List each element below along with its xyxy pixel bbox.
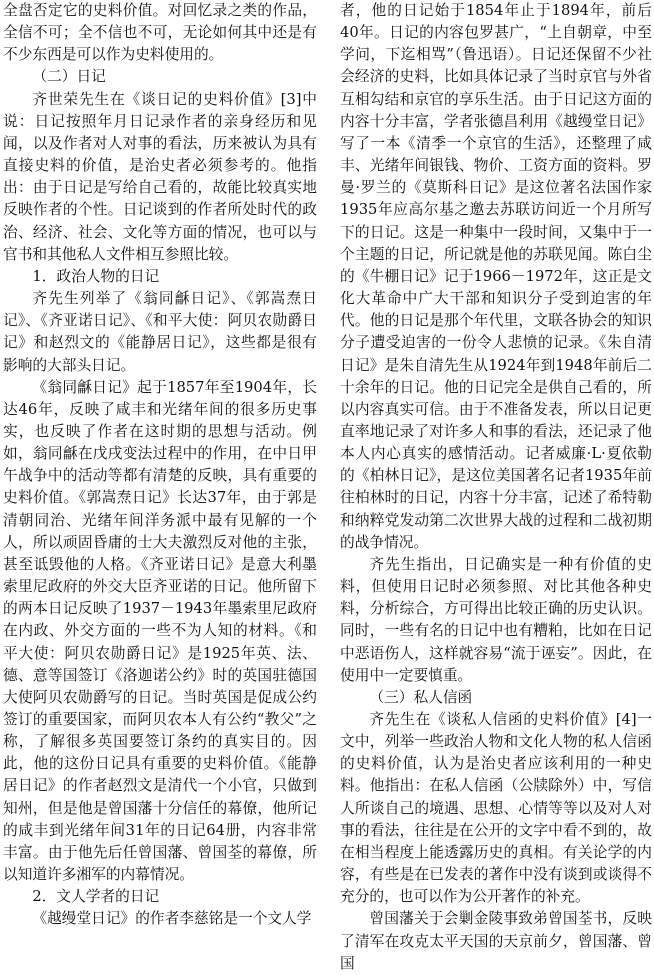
subsection-heading-scholar-diaries: 2．文人学者的日记 — [32, 888, 160, 906]
paragraph: 全盘否定它的史料价值。对回忆录之类的作品，全信不可；全不信也不可，无论如何其中还是有不少东西是可以作为史料使用的。 — [3, 2, 317, 64]
section-heading-diaries: （二）日记 — [32, 68, 106, 86]
paragraph: 曾国藩关于会剿金陵事致弟曾国荃书，反映了清军在攻克太平天国的天京前夕，曾国藩、曾国 — [340, 910, 652, 972]
section-heading-private-letters: （三）私人信函 — [369, 688, 473, 706]
paragraph: 齐先生在《谈私人信函的史料价值》[4]一文中，列举一些政治人物和文化人物的私人信函的史料价值，认为是治史者应该利用的一种史料。他指出：在私人信函（公牍除外）中，写信人所谈自己的境遇、思想、心情等等以及对人对事的看法，往往是在公开的文字中看不到的，故在相当程度上能透露历史的真相。有关论学的内容，有些是在已发表的著作中没有谈到或谈得不充分的，也可以作为公开著作的补充。 — [340, 711, 652, 906]
paragraph: 《翁同龢日记》起于1857年至1904年，长达46年，反映了咸丰和光绪年间的很多历史事实，也反映了作者在这时期的思想与活动。例如，翁同龢在戊戌变法过程中的作用，在中日甲午战争中的活动等都有清楚的反映，具有重要的史料价值。《郭嵩焘日记》长达37年，由于郭是清朝同治、光绪年间洋务派中最有见解的一个人，所以顽固昏庸的士大夫激烈反对他的主张，甚至诋毁他的人格。《齐亚诺日记》是意大利墨索里尼政府的外交大臣齐亚诺的日记。他所留下的两本日记反映了1937－1943年墨索里尼政府在内政、外交方面的一些不为人知的材料。《和平大使：阿贝农勋爵日记》是1925年英、法、德、意等国签订《洛迦诺公约》时的英国驻德国大使阿贝农勋爵写的日记。当时英国是促成公约签订的重要国家，而阿贝农本人有公约“教父”之称，了解很多英国要签订条约的真实目的。因此，他的这份日记具有重要的史料价值。《能静居日记》的作者赵烈文是清代一个小官，只做到知州，但是他是曾国藩十分信任的幕僚，他所记的咸丰到光绪年间31年的日记64册，内容非常丰富。由于他先后任曾国藩、曾国荃的幕僚，所以知道许多湘军的内幕情况。 — [3, 378, 317, 884]
paragraph: 齐世荣先生在《谈日记的史料价值》[3]中说：日记按照年月日记录作者的亲身经历和见闻，以及作者对人对事的看法，历来被认为具有直接史料的价值，是治史者必须参考的。他指出：由于日记是写给自己看的，故能比较真实地反映作者的个性。日记谈到的作者所处时代的政治、经济、社会、文化等方面的情况，也可以与官书和其他私人文件相互参照比较。 — [3, 90, 317, 263]
paragraph: 《越缦堂日记》的作者李慈铭是一个文人学 — [32, 910, 312, 928]
paragraph: 者，他的日记始于1854年止于1894年，前后40年。日记的内容包罗甚广，“上自朝章，中至学问，下迄相骂”（鲁迅语）。日记还保留不少社会经济的史料，比如具体记录了当时京官与外省互相勾结和京官的享乐生活。由于日记这方面的内容十分丰富，学者张德昌利用《越缦堂日记》写了一本《清季一个京官的生活》，还整理了咸丰、光绪年间银钱、物价、工资方面的资料。罗曼·罗兰的《莫斯科日记》是这位著名法国作家1935年应高尔基之邀去苏联访问近一个月所写下的日记。这是一种集中一段时间，又集中于一个主题的日记，所记就是他的苏联见闻。陈白尘的《牛棚日记》记于1966－1972年，这正是文化大革命中广大干部和知识分子受到迫害的年代。他的日记是那个年代里，文联各协会的知识分子遭受迫害的一份令人悲愤的记录。《朱自清日记》是朱自清先生从1924年到1948年前后二十余年的日记。他的日记完全是供自己看的，所以内容真实可信。由于不准备发表，所以日记更直率地记录了对许多人和事的看法，还记录了他本人内心真实的感情活动。记者威廉·L·夏依勒的《柏林日记》，是这位美国著名记者1935年前往柏林时的日记，内容十分丰富，记述了希特勒和纳粹党发动第二次世界大战的过程和二战初期的战争情况。 — [340, 2, 652, 551]
paragraph: 齐先生列举了《翁同龢日记》、《郭嵩焘日记》、《齐亚诺日记》、《和平大使：阿贝农勋爵日记》和赵烈文的《能静居日记》，这些都是很有影响的大部头日记。 — [3, 290, 317, 374]
right-column — [340, 0, 652, 975]
paragraph: 齐先生指出，日记确实是一种有价值的史料，但使用日记时必须参照、对比其他各种史料，分析综合，方可得出比较正确的历史认识。同时，一些有名的日记中也有糟粕，比如在日记中恶语伤人，这样就容易“流于诬妄”。因此，在使用中一定要慎重。 — [340, 555, 652, 684]
subsection-heading-political-diaries: 1．政治人物的日记 — [32, 267, 160, 285]
left-column — [3, 0, 317, 931]
